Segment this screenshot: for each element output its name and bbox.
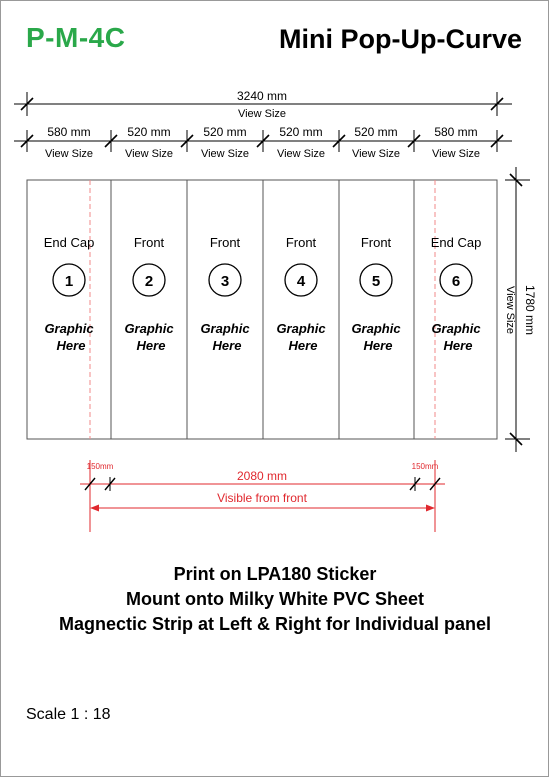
- page-title: Mini Pop-Up-Curve: [279, 24, 522, 54]
- panel-1-number: 1: [64, 273, 74, 290]
- overall-width-dimension: [14, 89, 512, 120]
- panel-5-number: 5: [371, 273, 381, 290]
- panel-1-width: 580 mm: [47, 125, 91, 139]
- visible-width-label: Visible from front: [217, 491, 307, 505]
- panel-4-graphic-line2: Here: [288, 338, 318, 353]
- height-label: View Size: [504, 285, 516, 335]
- height-dimension: [504, 167, 537, 452]
- panel-3-width-label: View Size: [200, 148, 250, 160]
- panel-1-type: End Cap: [43, 235, 95, 250]
- panel-4-type: Front: [285, 235, 317, 250]
- panel-3-graphic-line2: Here: [212, 338, 242, 353]
- left-margin-value: 150mm: [86, 462, 114, 471]
- scale-label: Scale 1 : 18: [26, 706, 111, 723]
- panel-3-number: 3: [220, 273, 230, 290]
- panel-4-width: 520 mm: [279, 125, 323, 139]
- product-code: P-M-4C: [26, 22, 126, 53]
- panel-6-width-label: View Size: [431, 148, 481, 160]
- right-margin-value: 150mm: [411, 462, 439, 471]
- panel-6-graphic-line2: Here: [443, 338, 473, 353]
- panel-2-graphic-line1: Graphic: [124, 321, 174, 336]
- panel-5: [351, 235, 401, 353]
- panel-6-number: 6: [451, 273, 461, 290]
- panel-5-width-label: View Size: [351, 148, 401, 160]
- panel-6-graphic-line1: Graphic: [431, 321, 481, 336]
- panel-layout: [27, 180, 497, 439]
- overall-width-label: View Size: [237, 108, 287, 120]
- height-value: 1780 mm: [523, 284, 537, 336]
- panel-5-type: Front: [360, 235, 392, 250]
- panel-1: [44, 235, 95, 353]
- panel-3: [200, 235, 250, 353]
- panel-3-type: Front: [209, 235, 241, 250]
- panel-3-graphic-line1: Graphic: [200, 321, 250, 336]
- panel-1-graphic-line2: Here: [56, 338, 86, 353]
- note-print: Print on LPA180 Sticker: [173, 564, 377, 584]
- panel-6: [431, 235, 482, 353]
- panel-3-width: 520 mm: [203, 125, 247, 139]
- panel-6-type: End Cap: [430, 235, 482, 250]
- panel-6-width: 580 mm: [434, 125, 478, 139]
- panel-5-graphic-line2: Here: [363, 338, 393, 353]
- panel-2-width: 520 mm: [127, 125, 171, 139]
- panel-2: [124, 235, 174, 353]
- visible-width-value: 2080 mm: [236, 469, 288, 483]
- panel-4-width-label: View Size: [276, 148, 326, 160]
- overall-width-value: 3240 mm: [236, 89, 288, 103]
- panel-1-graphic-line1: Graphic: [44, 321, 94, 336]
- panel-4: [276, 235, 326, 353]
- panel-5-width: 520 mm: [354, 125, 398, 139]
- note-mount: Mount onto Milky White PVC Sheet: [126, 589, 424, 609]
- visible-width-dimension: [80, 460, 445, 532]
- panel-4-graphic-line1: Graphic: [276, 321, 326, 336]
- panel-width-dimensions: [14, 125, 512, 160]
- panel-2-type: Front: [133, 235, 165, 250]
- production-notes: [0, 562, 550, 637]
- note-magnetic: Magnectic Strip at Left & Right for Individual panel: [58, 614, 492, 634]
- panel-2-width-label: View Size: [124, 148, 174, 160]
- panel-5-graphic-line1: Graphic: [351, 321, 401, 336]
- panel-1-width-label: View Size: [44, 148, 94, 160]
- panel-4-number: 4: [296, 273, 306, 290]
- panel-2-graphic-line2: Here: [136, 338, 166, 353]
- panel-2-number: 2: [144, 273, 154, 290]
